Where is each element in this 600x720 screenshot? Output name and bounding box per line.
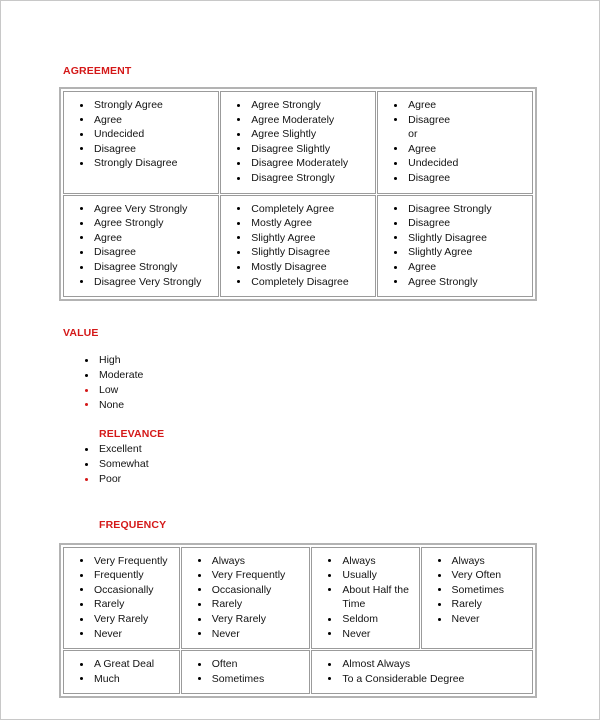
list-item-label: Never (342, 627, 371, 640)
list-item-label: Disagree (94, 142, 137, 155)
bullet-icon (394, 147, 397, 150)
table-row (63, 91, 533, 194)
list-item-label: Agree Strongly (251, 99, 321, 111)
list-item (225, 202, 371, 217)
table-row (63, 547, 533, 650)
bullet-icon (80, 266, 83, 269)
list-item-label: Agree (94, 113, 123, 126)
list-item (68, 156, 214, 171)
list-item-label: Undecided (94, 128, 145, 141)
bullet-icon (237, 147, 240, 150)
table-cell (220, 91, 376, 194)
bullet-icon (237, 222, 240, 225)
list-item-label: Disagree Very Strongly (94, 275, 202, 288)
bullet-icon (438, 574, 441, 577)
document-content (1, 1, 600, 698)
list-item-label: Agree (408, 142, 437, 155)
bullet-icon (198, 588, 201, 591)
option-list (68, 202, 214, 290)
list-item (186, 583, 306, 598)
list-item (68, 216, 214, 231)
list-item (382, 231, 528, 246)
bullet-icon (394, 207, 397, 210)
list-item-label: Slightly Agree (251, 231, 316, 244)
bullet-icon (80, 280, 83, 283)
bullet-icon (198, 618, 201, 621)
list-item-label: Occasionally (211, 583, 272, 596)
bullet-icon (237, 236, 240, 239)
bullet-icon (80, 133, 83, 136)
list-item (426, 612, 528, 627)
table-cell (311, 650, 533, 694)
list-item-label: A Great Deal (94, 658, 155, 671)
list-item (68, 98, 214, 113)
list-item-label: Slightly Disagree (408, 231, 487, 244)
list-item-label: About Half the Time (342, 583, 409, 611)
list-item-label: Slightly Agree (408, 246, 473, 259)
list-item-label: Always (211, 554, 246, 567)
value-option-list (63, 353, 600, 412)
list-item-label: Never (94, 627, 123, 640)
list-item-label: Agree Moderately (251, 113, 335, 126)
agreement-table-body (63, 91, 533, 297)
list-item (426, 568, 528, 583)
list-item (316, 554, 414, 569)
bullet-icon (80, 632, 83, 635)
list-item (63, 398, 600, 413)
bullet-icon (198, 574, 201, 577)
bullet-icon (328, 632, 331, 635)
list-item-label: Somewhat (99, 458, 149, 471)
list-item (68, 554, 175, 569)
list-item (316, 612, 414, 627)
list-item (225, 260, 371, 275)
bullet-icon (328, 588, 331, 591)
bullet-icon (80, 677, 83, 680)
list-item (225, 142, 371, 157)
bullet-icon (80, 207, 83, 210)
section-heading-frequency: FREQUENCY (99, 518, 167, 531)
list-item (186, 568, 306, 583)
list-item (426, 583, 528, 598)
list-item (426, 597, 528, 612)
list-item (68, 657, 175, 672)
list-item-label: Rarely (94, 598, 125, 611)
bullet-icon (394, 177, 397, 180)
list-item-label: Seldom (342, 613, 378, 626)
list-item-label: Agree (94, 231, 123, 244)
list-item (68, 113, 214, 128)
list-item (63, 353, 600, 368)
bullet-icon (80, 559, 83, 562)
list-item (186, 612, 306, 627)
agreement-table (59, 87, 537, 301)
list-item (68, 202, 214, 217)
bullet-icon (328, 559, 331, 562)
bullet-icon (80, 147, 83, 150)
list-item-label: Low (99, 383, 119, 396)
bullet-icon (237, 207, 240, 210)
bullet-icon (438, 588, 441, 591)
bullet-icon (80, 162, 83, 165)
list-item (382, 113, 528, 128)
list-item-label: Agree Very Strongly (94, 202, 188, 215)
bullet-icon (198, 677, 201, 680)
list-item-label: Always (342, 554, 376, 567)
list-item (63, 442, 600, 457)
list-item (225, 275, 371, 290)
table-cell (377, 195, 533, 298)
list-item-label: Disagree Strongly (94, 260, 178, 273)
list-item-label: Never (451, 613, 480, 626)
bullet-icon (198, 603, 201, 606)
list-item (382, 202, 528, 217)
list-item (68, 142, 214, 157)
list-item (186, 627, 306, 642)
list-item-label: Agree (408, 260, 437, 273)
list-item-label: Excellent (99, 443, 142, 456)
list-item (382, 127, 528, 142)
table-cell (63, 91, 219, 194)
bullet-icon (328, 677, 331, 680)
list-item-label: Never (211, 627, 240, 640)
list-item (316, 583, 414, 612)
bullet-icon (198, 663, 201, 666)
bullet-icon (237, 133, 240, 136)
bullet-icon (394, 104, 397, 107)
bullet-icon (237, 177, 240, 180)
list-item (186, 657, 306, 672)
frequency-table-body (63, 547, 533, 695)
list-item (186, 597, 306, 612)
table-cell (181, 547, 311, 650)
list-item-label: Disagree (408, 217, 451, 230)
list-item (68, 245, 214, 260)
list-item (225, 216, 371, 231)
list-item (63, 472, 600, 487)
list-item-label: High (99, 354, 121, 367)
option-list (68, 657, 175, 686)
section-heading-relevance: RELEVANCE (99, 428, 165, 441)
section-heading-agreement: AGREEMENT (63, 65, 132, 77)
relevance-option-list (63, 442, 600, 486)
bullet-icon (394, 266, 397, 269)
table-row (63, 650, 533, 694)
list-item (316, 568, 414, 583)
bullet-icon (80, 236, 83, 239)
list-item-label: Rarely (211, 598, 243, 611)
list-item-label: Strongly Agree (94, 99, 163, 111)
table-cell (311, 547, 419, 650)
list-item-label: Very Rarely (94, 613, 149, 626)
list-item-label: Disagree (408, 171, 451, 184)
bullet-icon (85, 478, 88, 481)
list-item (68, 612, 175, 627)
bullet-icon (438, 603, 441, 606)
bullet-icon (80, 663, 83, 666)
bullet-icon (85, 463, 88, 466)
option-list (316, 657, 528, 686)
list-item (316, 672, 528, 687)
bullet-icon (237, 251, 240, 254)
list-item (68, 260, 214, 275)
list-item (63, 457, 600, 472)
list-item (68, 231, 214, 246)
option-list (186, 657, 306, 686)
bullet-icon (85, 374, 88, 377)
bullet-icon (394, 236, 397, 239)
list-item (382, 260, 528, 275)
table-cell (63, 547, 180, 650)
bullet-icon (328, 618, 331, 621)
option-list (426, 554, 528, 627)
list-item-label: Rarely (451, 598, 482, 611)
list-item (382, 142, 528, 157)
list-item-label: Frequently (94, 569, 144, 582)
list-item-label: Strongly Disagree (94, 157, 178, 170)
list-item-label: Agree Strongly (94, 217, 164, 230)
bullet-icon (80, 222, 83, 225)
list-item-label: Always (451, 554, 485, 567)
option-list (225, 98, 371, 186)
list-item (68, 597, 175, 612)
bullet-icon (438, 559, 441, 562)
bullet-icon (85, 389, 88, 392)
list-item-label: Occasionally (94, 583, 154, 596)
list-item (225, 171, 371, 186)
list-item (186, 554, 306, 569)
list-item (225, 156, 371, 171)
list-item-label: Poor (99, 472, 122, 485)
list-item (68, 275, 214, 290)
bullet-icon (237, 162, 240, 165)
list-item-label: Agree (408, 99, 437, 111)
list-item-label: or (408, 128, 418, 141)
bullet-icon (80, 251, 83, 254)
list-item (382, 156, 528, 171)
list-item-label: None (99, 398, 125, 411)
list-item-label: Much (94, 672, 120, 685)
bullet-icon (328, 663, 331, 666)
list-item-label: Completely Agree (251, 202, 335, 215)
list-item (63, 383, 600, 398)
frequency-table (59, 543, 537, 699)
list-item (316, 627, 414, 642)
list-item (68, 583, 175, 598)
list-item-label: Moderate (99, 368, 144, 381)
bullet-icon (237, 266, 240, 269)
option-list (382, 202, 528, 290)
agreement-grid (62, 90, 534, 298)
list-item (316, 657, 528, 672)
list-item-label: Sometimes (211, 672, 265, 685)
list-item-label: To a Considerable Degree (342, 672, 465, 685)
bullet-icon (394, 162, 397, 165)
bullet-icon (394, 222, 397, 225)
option-list (68, 98, 214, 171)
list-item-label: Disagree Slightly (251, 142, 331, 155)
list-item-label: Disagree Strongly (251, 171, 335, 184)
list-item (225, 245, 371, 260)
bullet-icon (80, 603, 83, 606)
bullet-icon (85, 403, 88, 406)
list-item-label: Very Often (451, 569, 502, 582)
list-item (382, 275, 528, 290)
bullet-icon (438, 618, 441, 621)
table-row (63, 195, 533, 298)
bullet-icon (237, 118, 240, 121)
bullet-icon (80, 104, 83, 107)
list-item (68, 568, 175, 583)
table-cell (377, 91, 533, 194)
list-item (382, 216, 528, 231)
list-item-label: Often (211, 658, 238, 671)
bullet-icon (85, 448, 88, 451)
list-item (68, 627, 175, 642)
list-item (186, 672, 306, 687)
list-item (382, 245, 528, 260)
option-list (225, 202, 371, 290)
option-list (186, 554, 306, 642)
list-item-label: Mostly Agree (251, 217, 312, 230)
list-item-label: Very Frequently (94, 554, 168, 567)
bullet-icon (237, 280, 240, 283)
list-item (225, 127, 371, 142)
section-heading-value: VALUE (63, 327, 99, 340)
list-item-label: Sometimes (451, 583, 505, 596)
list-item-label: Very Frequently (211, 569, 286, 582)
bullet-icon (394, 280, 397, 283)
list-item-label: Undecided (408, 157, 459, 170)
list-item-label: Agree Strongly (408, 275, 478, 288)
list-item (225, 98, 371, 113)
list-item (382, 98, 528, 113)
option-list (382, 98, 528, 186)
bullet-icon (80, 588, 83, 591)
list-item-label: Disagree Moderately (251, 157, 349, 170)
table-cell (220, 195, 376, 298)
bullet-icon (80, 118, 83, 121)
bullet-icon (328, 574, 331, 577)
bullet-icon (237, 104, 240, 107)
bullet-icon (198, 559, 201, 562)
list-item (426, 554, 528, 569)
list-item (63, 368, 600, 383)
list-item-label: Very Rarely (211, 613, 267, 626)
bullet-icon (80, 574, 83, 577)
list-item-label: Agree Slightly (251, 128, 317, 141)
option-list (68, 554, 175, 642)
list-item-label: Disagree Strongly (408, 202, 492, 215)
table-cell (181, 650, 311, 694)
list-item-label: Mostly Disagree (251, 260, 327, 273)
list-item-label: Almost Always (342, 658, 411, 671)
table-cell (63, 195, 219, 298)
list-item-label: Disagree (408, 113, 451, 126)
bullet-icon (85, 359, 88, 362)
list-item-label: Usually (342, 569, 377, 582)
list-item-label: Disagree (94, 246, 137, 259)
bullet-icon (198, 632, 201, 635)
list-item (382, 171, 528, 186)
bullet-icon (80, 618, 83, 621)
list-item (68, 127, 214, 142)
list-item-label: Slightly Disagree (251, 246, 331, 259)
table-cell (421, 547, 533, 650)
list-item (68, 672, 175, 687)
bullet-icon (394, 118, 397, 121)
list-item (225, 231, 371, 246)
frequency-grid (62, 546, 534, 696)
table-cell (63, 650, 180, 694)
list-item (225, 113, 371, 128)
list-item-label: Completely Disagree (251, 275, 349, 288)
bullet-icon (394, 251, 397, 254)
option-list (316, 554, 414, 642)
